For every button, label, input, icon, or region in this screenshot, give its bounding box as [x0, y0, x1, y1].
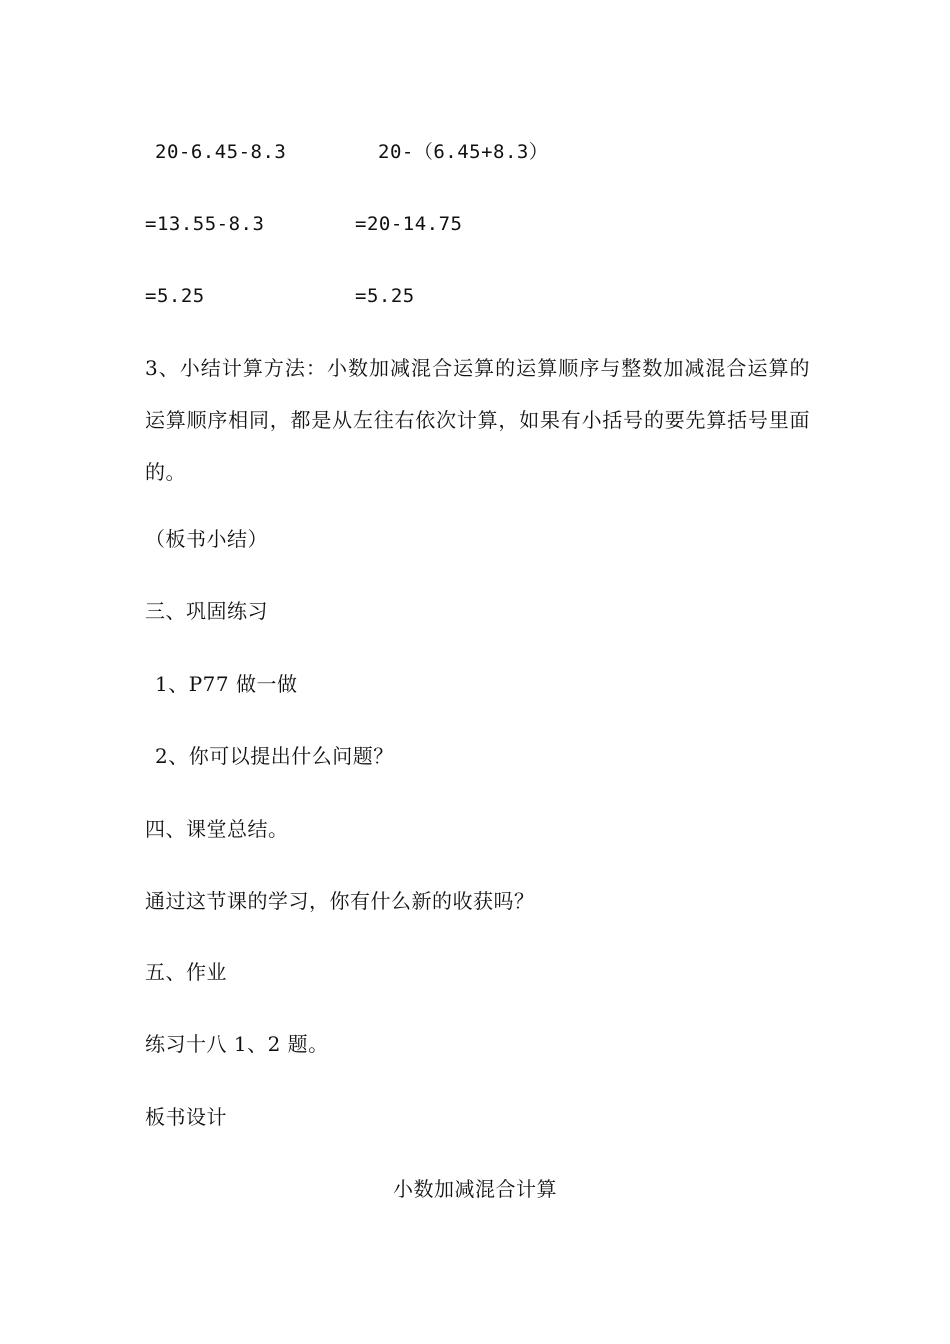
- calc-right-step1: =20-14.75: [355, 213, 463, 235]
- section4-heading: 四、课堂总结。: [145, 817, 289, 841]
- board-design-title: 小数加减混合计算: [393, 1177, 557, 1201]
- calc-left-step1: =13.55-8.3: [145, 213, 265, 235]
- calc-right-expression: 20-（6.45+8.3）: [378, 141, 549, 163]
- section3-item2: 2、你可以提出什么问题？: [155, 744, 394, 768]
- section3-item1: 1、P77 做一做: [155, 672, 298, 696]
- calc-left-expression: 20-6.45-8.3: [155, 141, 287, 163]
- board-note: （板书小结）: [145, 527, 268, 551]
- section3-heading: 三、巩固练习: [145, 599, 268, 623]
- section4-text: 通过这节课的学习，你有什么新的收获吗？: [145, 889, 535, 913]
- calc-right-step2: =5.25: [355, 285, 415, 307]
- summary-paragraph: 3、小结计算方法：小数加减混合运算的运算顺序与整数加减混合运算的运算顺序相同，都是从左往右依次计算，如果有小括号的要先算括号里面的。: [145, 356, 810, 484]
- board-design-label: 板书设计: [145, 1105, 227, 1129]
- section5-text: 练习十八 1、2 题。: [145, 1032, 329, 1056]
- section5-heading: 五、作业: [145, 960, 227, 984]
- calc-left-step2: =5.25: [145, 285, 205, 307]
